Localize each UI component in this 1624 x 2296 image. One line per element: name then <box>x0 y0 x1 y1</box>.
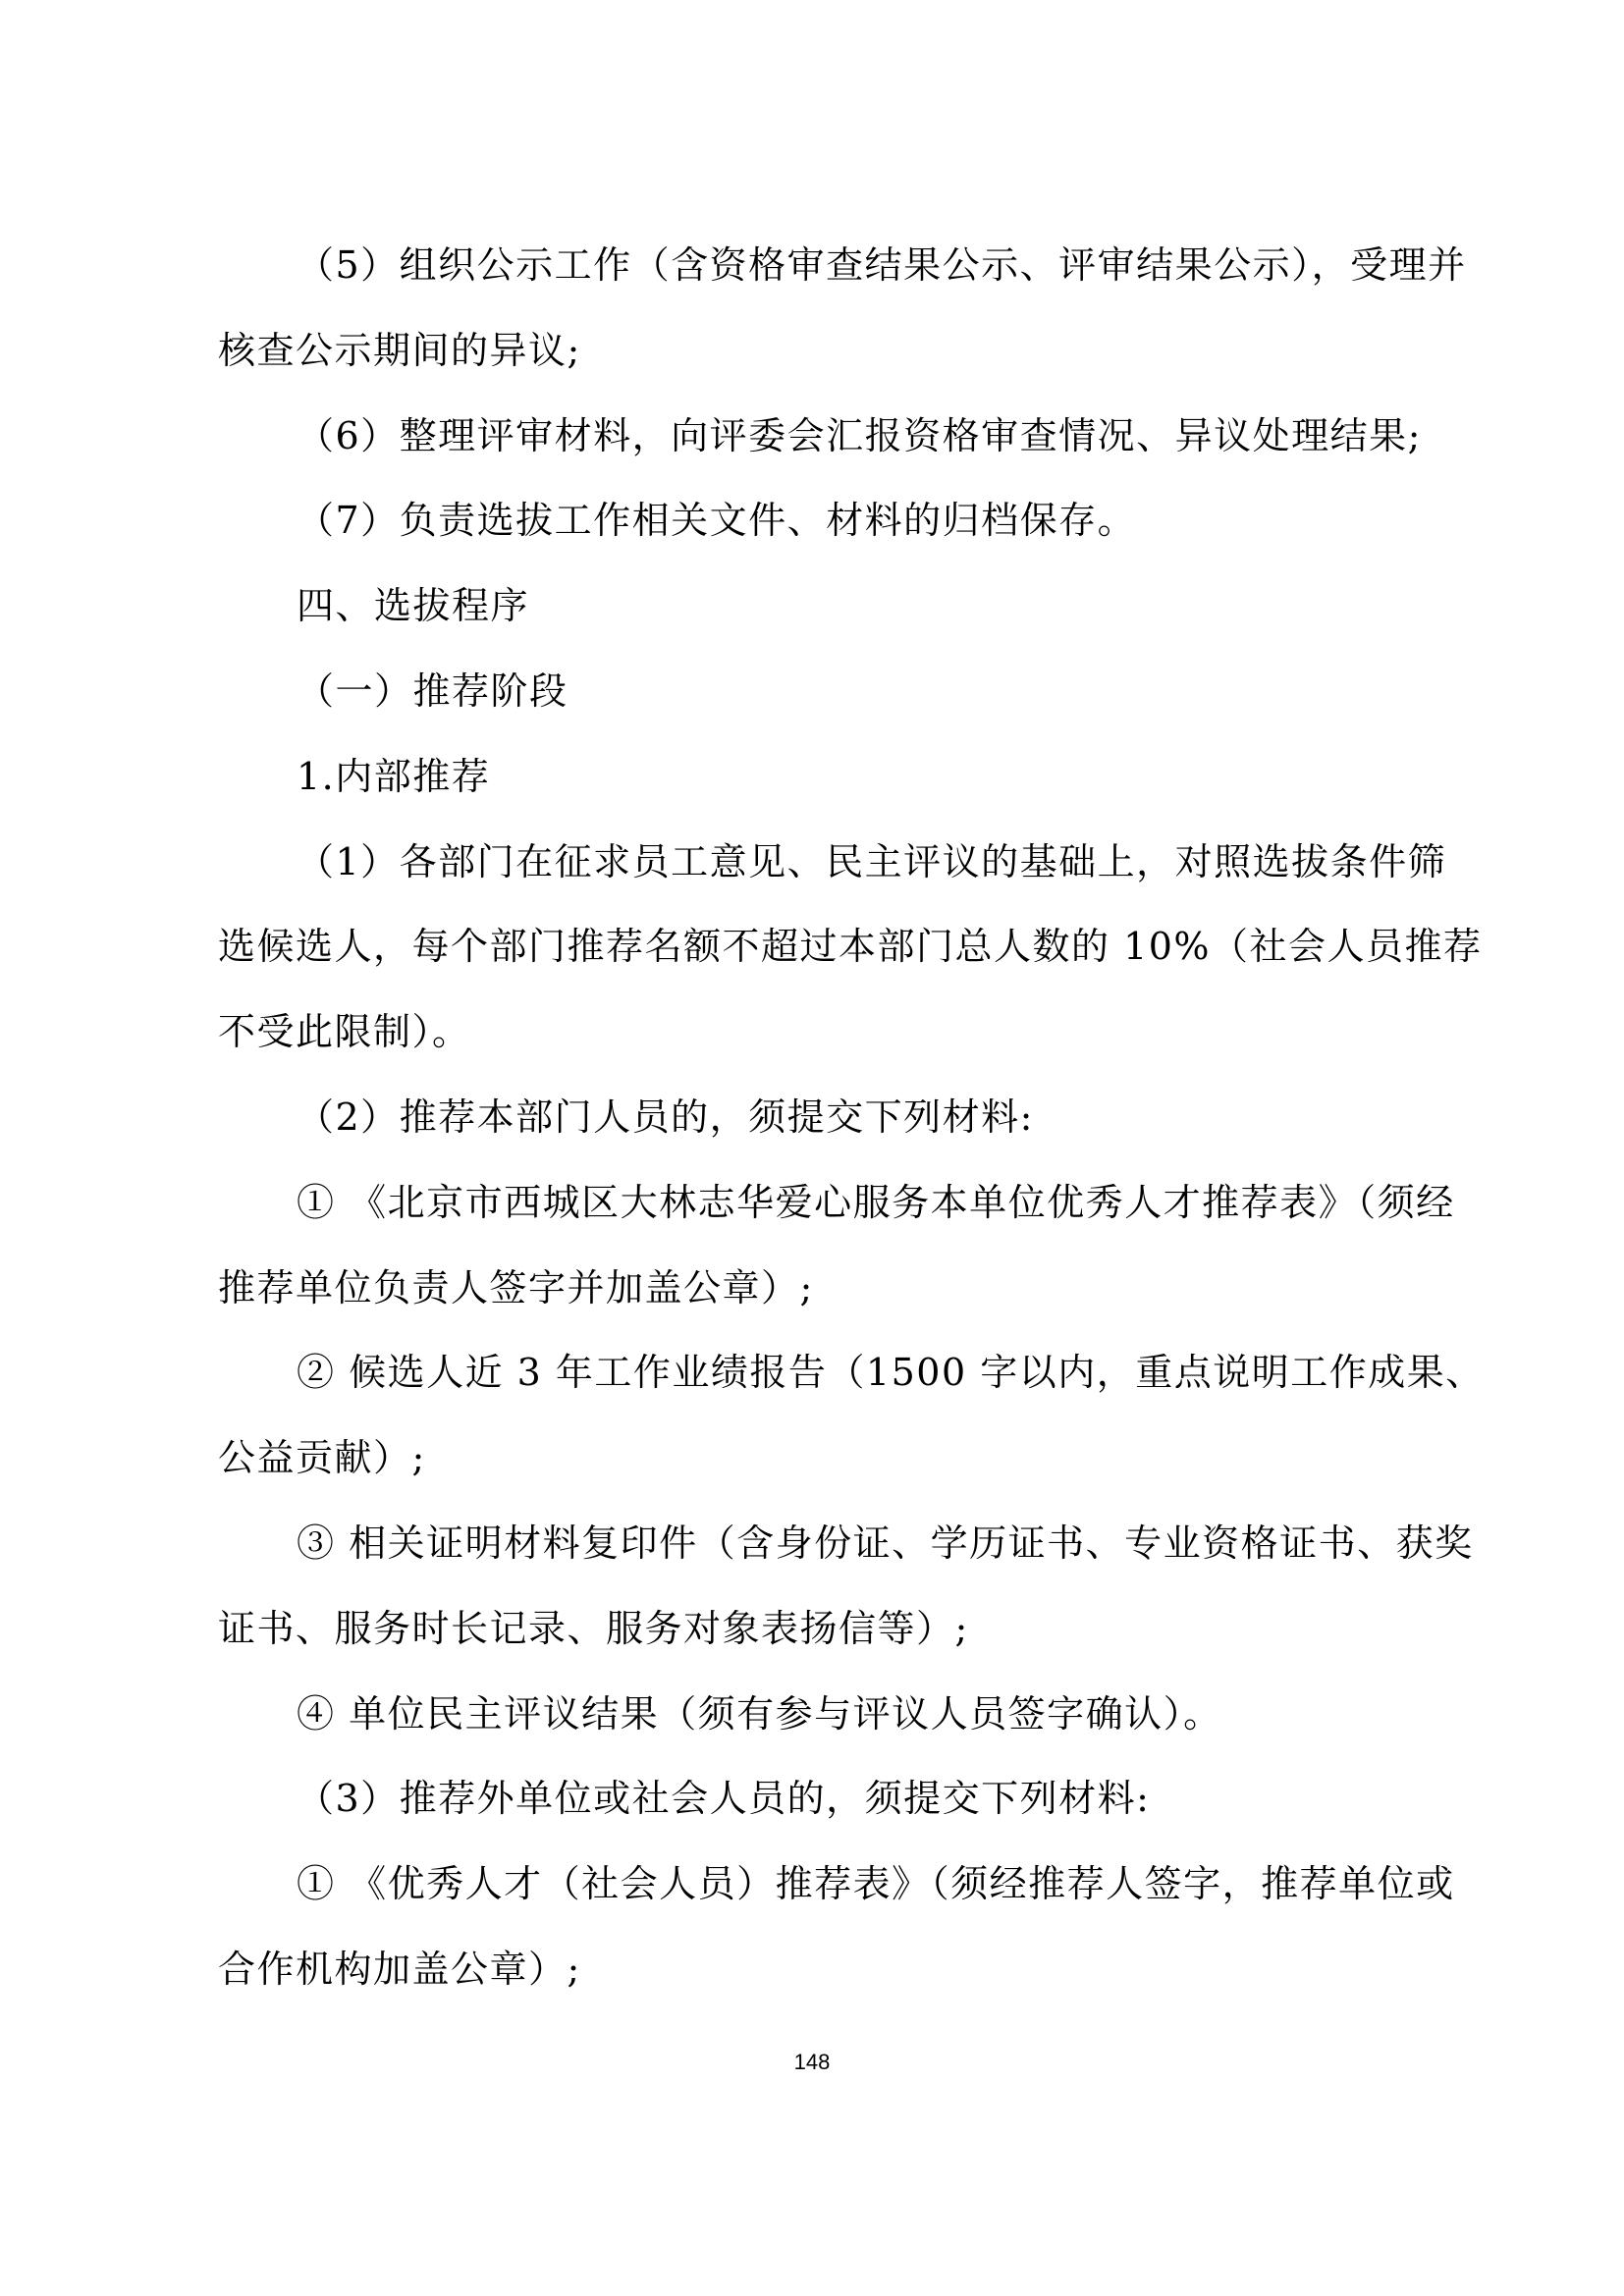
list-item-line: ① 《北京市西城区大林志华爱心服务本单位优秀人才推荐表》（须经 <box>297 1180 1455 1224</box>
paragraph-line: （3）推荐外单位或社会人员的，须提交下列材料: <box>297 1777 1151 1821</box>
list-item-line: 证书、服务时长记录、服务对象表扬信等）; <box>218 1606 969 1650</box>
paragraph-line: （5）组织公示工作（含资格审查结果公示、评审结果公示），受理并 <box>297 243 1467 287</box>
document-body <box>218 223 1485 2012</box>
paragraph-line: （7）负责选拔工作相关文件、材料的归档保存。 <box>297 499 1137 543</box>
page-number: 148 <box>793 2050 831 2074</box>
paragraph-line: 选候选人，每个部门推荐名额不超过本部门总人数的 10%（社会人员推荐 <box>218 925 1483 969</box>
list-item-line: ① 《优秀人才（社会人员）推荐表》（须经推荐人签字，推荐单位或 <box>297 1862 1455 1906</box>
subsection-heading: （一）推荐阶段 <box>297 668 568 713</box>
paragraph-line: （1）各部门在征求员工意见、民主评议的基础上，对照选拔条件筛 <box>297 839 1447 883</box>
paragraph-line: （2）推荐本部门人员的，须提交下列材料: <box>297 1095 1034 1139</box>
list-item-line: 合作机构加盖公章）; <box>218 1947 581 1991</box>
list-item-line: 公益贡献）; <box>218 1436 426 1480</box>
list-item-line: ② 候选人近 3 年工作业绩报告（1500 字以内，重点说明工作成果、 <box>297 1351 1485 1395</box>
list-item-line: 推荐单位负责人签字并加盖公章）; <box>218 1265 814 1309</box>
section-heading: 四、选拔程序 <box>297 584 530 628</box>
list-item-line: ③ 相关证明材料复印件（含身份证、学历证书、专业资格证书、获奖 <box>297 1521 1474 1565</box>
paragraph-line: 核查公示期间的异议; <box>218 328 581 372</box>
paragraph-line: （6）整理评审材料，向评委会汇报资格审查情况、异议处理结果; <box>297 413 1422 457</box>
item-heading: 1.内部推荐 <box>297 754 491 798</box>
list-item-line: ④ 单位民主评议结果（须有参与评议人员签字确认）。 <box>297 1691 1222 1735</box>
paragraph-line: 不受此限制）。 <box>218 1010 471 1054</box>
